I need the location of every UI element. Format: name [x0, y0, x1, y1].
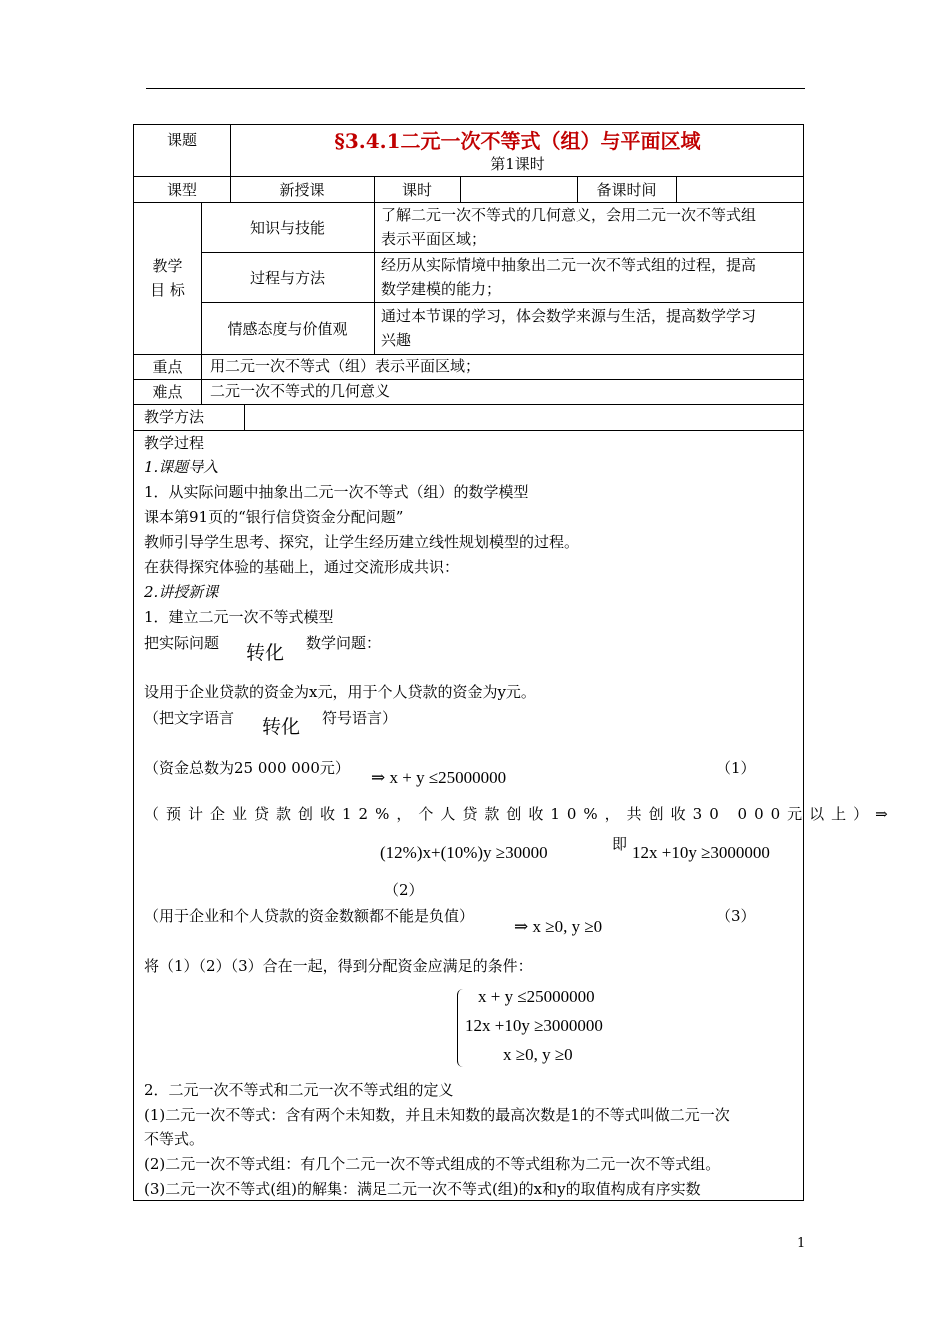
condition-3-formula: ⇒ x ≥0, y ≥0 [514, 917, 603, 936]
definition-1: (1)二元一次不等式：含有两个未知数，并且未知数的最高次数是1的不等式叫做二元一次 [144, 1106, 730, 1124]
text-line: 数学问题： [306, 634, 382, 652]
text-line: 把实际问题 [144, 634, 220, 652]
objectives-label [134, 202, 201, 354]
definition-2: (2)二元一次不等式组：有几个二元一次不等式组成的不等式组称为二元一次不等式组。 [144, 1155, 721, 1173]
condition-1-formula: ⇒ x + y ≤25000000 [371, 768, 507, 787]
definition-title: 2．二元一次不等式和二元一次不等式组的定义 [144, 1081, 454, 1099]
method-label: 教学方法 [144, 408, 205, 426]
convert-label: 转化 [246, 642, 285, 664]
definition-1-cont: 不等式。 [144, 1130, 205, 1148]
objectives-label-line1: 教学 [152, 257, 183, 275]
condition-2-formula-2: 12x +10y ≥3000000 [632, 843, 770, 862]
condition-2-formula: (12%)x+(10%)y ≥30000 [380, 843, 548, 862]
system-line-2: 12x +10y ≥3000000 [465, 1016, 603, 1035]
type-label: 课型 [166, 180, 197, 199]
condition-1-number: （1） [716, 759, 756, 777]
text-line: 在获得探究体验的基础上，通过交流形成共识： [144, 558, 460, 576]
text-line: 1．从实际问题中抽象出二元一次不等式（组）的数学模型 [144, 483, 529, 501]
condition-2-number: （2） [384, 881, 424, 899]
condition-2-ji: 即 [612, 835, 628, 853]
page-title: §3.4.1二元一次不等式（组）与平面区域 [334, 128, 701, 153]
combine-line: 将（1）（2）（3）合在一起，得到分配资金应满足的条件： [144, 957, 533, 975]
objective-line: 经历从实际情境中抽象出二元一次不等式组的过程，提高 [381, 256, 757, 274]
text-line: 课本第91页的“银行信贷资金分配问题” [144, 508, 404, 526]
difficulty-value: 二元一次不等式的几何意义 [210, 382, 391, 400]
objective-name-knowledge: 知识与技能 [249, 218, 325, 237]
objective-text-process [381, 253, 756, 301]
prep-label: 备课时间 [596, 180, 657, 199]
section-2-title: 2.讲授新课 [144, 583, 219, 601]
objective-line: 了解二元一次不等式的几何意义，会用二元一次不等式组 [381, 206, 757, 224]
text-line: （把文字语言 [144, 709, 235, 727]
condition-2-text: （预计企业贷款创收12%，个人贷款创收10%，共创收30 000元以上）⇒ [144, 805, 895, 823]
objective-text-emotion [381, 304, 756, 352]
topic-label: 课题 [166, 130, 197, 149]
text-line: 1．建立二元一次不等式模型 [144, 608, 334, 626]
focus-label: 重点 [152, 358, 183, 376]
system-line-1: x + y ≤25000000 [478, 987, 595, 1006]
lesson-table [133, 124, 804, 1201]
condition-3-number: （3） [716, 907, 756, 925]
objective-line: 通过本节课的学习，体会数学来源与生活，提高数学学习 [381, 307, 757, 325]
period-label: 课时 [401, 180, 432, 199]
difficulty-label: 难点 [152, 383, 183, 401]
objective-name-emotion: 情感态度与价值观 [227, 319, 348, 338]
top-rule [146, 88, 805, 89]
section-1-title: 1.课题导入 [144, 458, 219, 476]
objective-line: 表示平面区域； [381, 230, 487, 248]
objective-line: 数学建模的能力； [381, 280, 502, 298]
objective-line: 兴趣 [381, 331, 412, 349]
page-number: 1 [797, 1236, 806, 1251]
text-line: 教师引导学生思考、探究，让学生经历建立线性规划模型的过程。 [144, 533, 580, 551]
system-line-3: x ≥0, y ≥0 [503, 1045, 573, 1064]
process-heading: 教学过程 [144, 434, 205, 452]
prep-value [676, 176, 805, 202]
focus-value: 用二元一次不等式（组）表示平面区域； [210, 357, 481, 375]
definition-3: (3)二元一次不等式(组)的解集：满足二元一次不等式(组)的x和y的取值构成有序实数 [144, 1180, 701, 1198]
page-subtitle: 第1课时 [490, 154, 545, 173]
convert-label: 转化 [262, 716, 301, 738]
objective-text-knowledge [381, 203, 756, 251]
period-value [460, 176, 577, 202]
text-line: 设用于企业贷款的资金为x元，用于个人贷款的资金为y元。 [144, 683, 536, 701]
type-value: 新授课 [279, 180, 325, 199]
condition-3-text: （用于企业和个人贷款的资金数额都不能是负值） [144, 907, 475, 925]
condition-1-text: （资金总数为25 000 000元） [144, 759, 350, 777]
objectives-label-line2: 目 标 [150, 281, 185, 299]
objective-name-process: 过程与方法 [249, 268, 325, 287]
text-line: 符号语言） [322, 709, 398, 727]
